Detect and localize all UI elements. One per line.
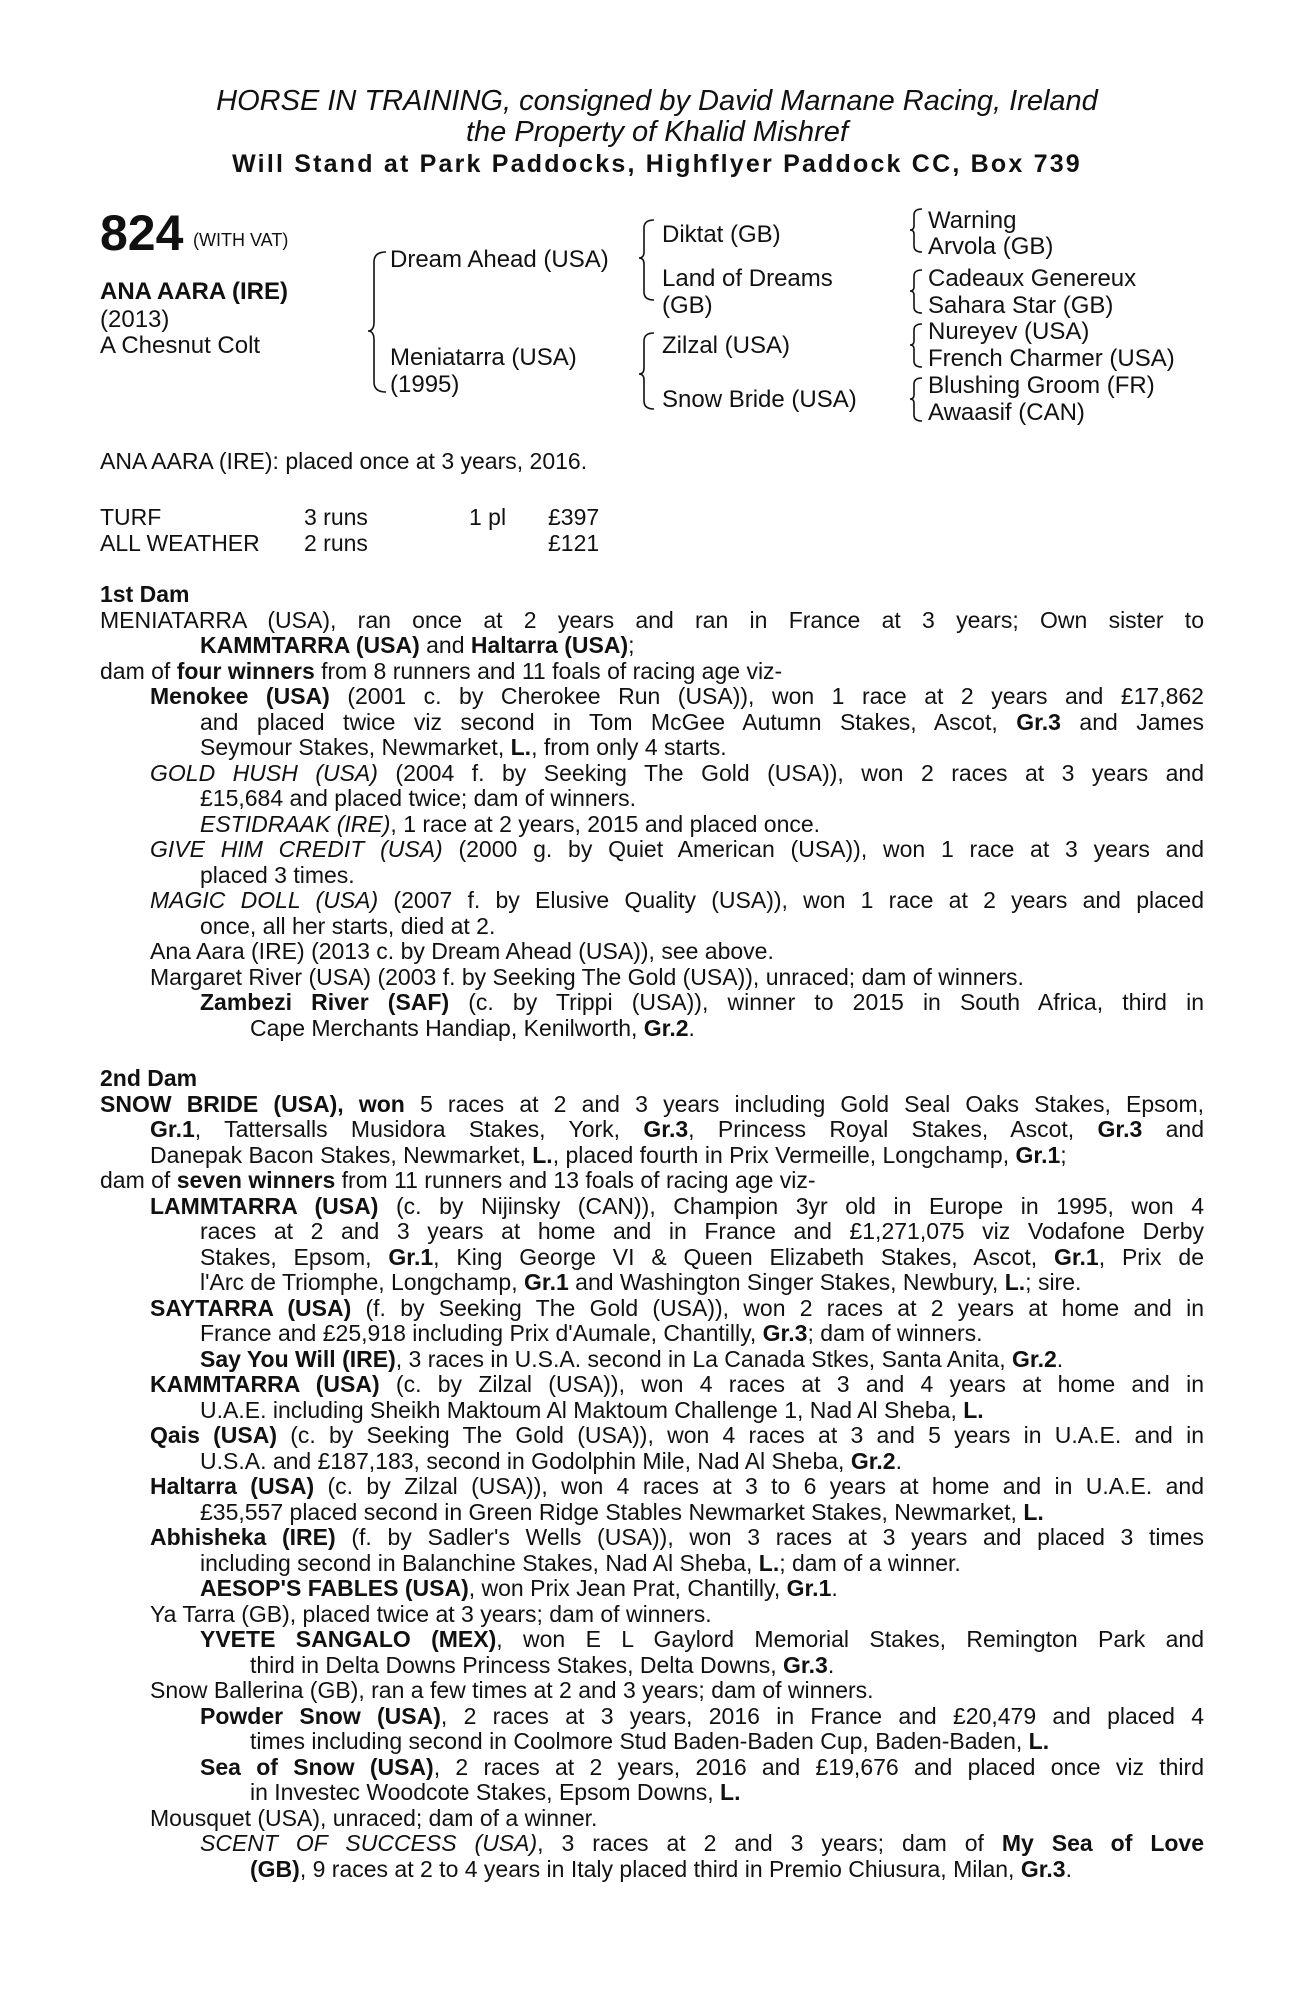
produce-entry: LAMMTARRA (USA) (c. by Nijinsky (CAN)), Champion 3yr old in Europe in 1995, won 4 <box>150 1192 1204 1219</box>
produce-entry: placed 3 times. <box>200 861 355 888</box>
produce-entry: in Investec Woodcote Stakes, Epsom Downs, L. <box>250 1779 741 1805</box>
produce-entry: Margaret River (USA) (2003 f. by Seeking The Gold (USA)), unraced; dam of winners. <box>150 963 1024 990</box>
produce-entry: Zambezi River (SAF) (c. by Trippi (USA)), winner to 2015 in South Africa, third in <box>200 989 1204 1015</box>
bracket-sd <box>910 270 922 313</box>
ped-ddd: Awaasif (CAN) <box>928 399 1085 426</box>
produce-entry: France and £25,918 including Prix d'Aumale, Chantilly, Gr.3; dam of winners. <box>200 1320 983 1346</box>
produce-entry: GOLD HUSH (USA) (2004 f. by Seeking The Gold (USA)), won 2 races at 3 years and <box>150 759 1204 786</box>
produce-entry: U.S.A. and £187,183, second in Godolphin Mile, Nad Al Sheba, Gr.2. <box>200 1447 902 1474</box>
foaling-year: (2013) <box>100 306 170 333</box>
produce-entry: ESTIDRAAK (IRE), 1 race at 2 years, 2015 and placed once. <box>200 810 821 837</box>
produce-entry: U.A.E. including Sheikh Maktoum Al Maktoum Challenge 1, Nad Al Sheba, L. <box>200 1396 984 1423</box>
header-property: the Property of Khalid Mishref <box>465 116 848 148</box>
record-placed: 1 pl <box>469 504 507 530</box>
first-dam-line: KAMMTARRA (USA) and Haltarra (USA); <box>200 632 635 658</box>
record-surface: TURF <box>100 504 162 530</box>
ped-sdd: Sahara Star (GB) <box>928 292 1114 319</box>
produce-entry: £35,557 placed second in Green Ridge Stables Newmarket Stakes, Newmarket, L. <box>200 1498 1044 1525</box>
bracket-dd <box>910 378 922 421</box>
ped-sds: Cadeaux Genereux <box>928 265 1137 292</box>
produce-entry: times including second in Coolmore Stud Baden-Baden Cup, Baden-Baden, L. <box>250 1728 1050 1754</box>
produce-entry: l'Arc de Triomphe, Longchamp, Gr.1 and Washington Singer Stakes, Newbury, L.; sire. <box>200 1269 1082 1295</box>
ped-sss: Warning <box>928 207 1017 234</box>
produce-entry: Say You Will (IRE), 3 races in U.S.A. second in La Canada Stkes, Santa Anita, Gr.2. <box>200 1345 1064 1372</box>
lot-number: 824 <box>100 205 184 261</box>
produce-entry: MAGIC DOLL (USA) (2007 f. by Elusive Quality (USA)), won 1 race at 2 years and placed <box>150 887 1204 913</box>
bracket-ds <box>910 324 922 367</box>
produce-entry: once, all her starts, died at 2. <box>200 912 496 939</box>
sire-dam-country: (GB) <box>662 292 713 319</box>
horse-description: A Chesnut Colt <box>100 332 261 359</box>
dam-dam: Snow Bride (USA) <box>662 386 857 413</box>
produce-entry: Mousquet (USA), unraced; dam of a winner. <box>150 1804 598 1831</box>
produce-entry: including second in Balanchine Stakes, Nad Al Sheba, L.; dam of a winner. <box>200 1549 961 1576</box>
second-dam-heading: 2nd Dam <box>100 1065 198 1091</box>
produce-entry: KAMMTARRA (USA) (c. by Zilzal (USA)), won 4 races at 3 and 4 years at home and in <box>150 1371 1204 1397</box>
sire-dam: Land of Dreams <box>662 265 833 292</box>
ped-dsd: French Charmer (USA) <box>928 345 1175 372</box>
bracket-ss <box>910 209 922 252</box>
produce-entry: £15,684 and placed twice; dam of winners. <box>200 785 636 811</box>
race-summary: ANA AARA (IRE): placed once at 3 years, 2016. <box>100 448 588 474</box>
produce-entry: SAYTARRA (USA) (f. by Seeking The Gold (USA)), won 2 races at 2 years at home and in <box>150 1294 1204 1321</box>
produce-entry: AESOP'S FABLES (USA), won Prix Jean Prat, Chantilly, Gr.1. <box>200 1575 838 1601</box>
header-location: Will Stand at Park Paddocks, Highflyer Paddock CC, Box 739 <box>232 150 1082 178</box>
produce-entry: Seymour Stakes, Newmarket, L., from only 4 starts. <box>200 734 727 760</box>
bracket-dam <box>639 333 654 409</box>
sire-sire: Diktat (GB) <box>662 221 781 248</box>
ped-dds: Blushing Groom (FR) <box>928 372 1155 399</box>
second-dam-line: Danepak Bacon Stakes, Newmarket, L., placed fourth in Prix Vermeille, Longchamp, Gr.1; <box>150 1141 1067 1168</box>
produce-entry: Ana Aara (IRE) (2013 c. by Dream Ahead (USA)), see above. <box>150 938 774 964</box>
first-dam-heading: 1st Dam <box>100 581 190 607</box>
produce-entry: (GB), 9 races at 2 to 4 years in Italy placed third in Premio Chiusura, Milan, Gr.3. <box>250 1855 1072 1882</box>
produce-entry: Powder Snow (USA), 2 races at 3 years, 2016 in France and £20,479 and placed 4 <box>200 1702 1204 1729</box>
produce-entry: Qais (USA) (c. by Seeking The Gold (USA)), won 4 races at 3 and 5 years in U.A.E. and in <box>150 1422 1204 1448</box>
record-earnings: £121 <box>548 530 600 556</box>
second-dam-line: Gr.1, Tattersalls Musidora Stakes, York, Gr.3, Princess Royal Stakes, Ascot, Gr.3 and <box>150 1116 1205 1142</box>
second-dam-line: SNOW BRIDE (USA), won 5 races at 2 and 3 years including Gold Seal Oaks Stakes, Epsom, <box>100 1090 1204 1117</box>
produce-entry: Stakes, Epsom, Gr.1, King George VI & Queen Elizabeth Stakes, Ascot, Gr.1, Prix de <box>200 1243 1204 1270</box>
record-runs: 2 runs <box>304 530 368 556</box>
produce-entry: Menokee (USA) (2001 c. by Cherokee Run (USA)), won 1 race at 2 years and £17,862 <box>150 683 1204 709</box>
sire: Dream Ahead (USA) <box>390 246 609 273</box>
vat-label: (WITH VAT) <box>193 230 289 250</box>
produce-entry: and placed twice viz second in Tom McGee Autumn Stakes, Ascot, Gr.3 and James <box>200 708 1205 735</box>
record-runs: 3 runs <box>304 504 368 530</box>
first-dam-line: dam of four winners from 8 runners and 11 foals of racing age viz- <box>100 657 783 684</box>
produce-entry: YVETE SANGALO (MEX), won E L Gaylord Memorial Stakes, Remington Park and <box>200 1626 1204 1652</box>
produce-entry: Ya Tarra (GB), placed twice at 3 years; dam of winners. <box>150 1600 712 1627</box>
record-surface: ALL WEATHER <box>100 530 260 556</box>
dam-produce-record <box>100 582 1204 1882</box>
ped-dss: Nureyev (USA) <box>928 318 1090 345</box>
first-dam-line: MENIATARRA (USA), ran once at 2 years and ran in France at 3 years; Own sister to <box>100 606 1204 633</box>
dam: Meniatarra (USA) <box>390 344 577 371</box>
produce-entry: GIVE HIM CREDIT (USA) (2000 g. by Quiet American (USA)), won 1 race at 3 years and <box>150 836 1204 862</box>
dam-year: (1995) <box>390 371 460 398</box>
produce-entry: Abhisheka (IRE) (f. by Sadler's Wells (USA)), won 3 races at 3 years and placed 3 times <box>150 1524 1204 1550</box>
produce-entry: Sea of Snow (USA), 2 races at 2 years, 2016 and £19,676 and placed once viz third <box>200 1753 1204 1780</box>
produce-entry: Snow Ballerina (GB), ran a few times at 2 and 3 years; dam of winners. <box>150 1677 874 1703</box>
second-dam-line: dam of seven winners from 11 runners and 13 foals of racing age viz- <box>100 1167 816 1193</box>
record-earnings: £397 <box>548 504 600 530</box>
produce-entry: third in Delta Downs Princess Stakes, Delta Downs, Gr.3. <box>250 1651 835 1678</box>
produce-entry: SCENT OF SUCCESS (USA), 3 races at 2 and 3 years; dam of My Sea of Love <box>200 1830 1204 1856</box>
ped-ssd: Arvola (GB) <box>928 233 1054 260</box>
horse-name: ANA AARA (IRE) <box>100 278 288 305</box>
produce-entry: Haltarra (USA) (c. by Zilzal (USA)), won 4 races at 3 to 6 years at home and in U.A.E. and <box>150 1473 1204 1499</box>
bracket-sire <box>639 220 654 300</box>
produce-entry: Cape Merchants Handiap, Kenilworth, Gr.2. <box>250 1014 695 1041</box>
dam-sire: Zilzal (USA) <box>662 332 791 359</box>
produce-entry: races at 2 and 3 years at home and in France and £1,271,075 viz Vodafone Derby <box>200 1218 1204 1244</box>
header-consignor: HORSE IN TRAINING, consigned by David Marnane Racing, Ireland <box>216 85 1098 117</box>
bracket-sire-dam <box>368 252 386 392</box>
